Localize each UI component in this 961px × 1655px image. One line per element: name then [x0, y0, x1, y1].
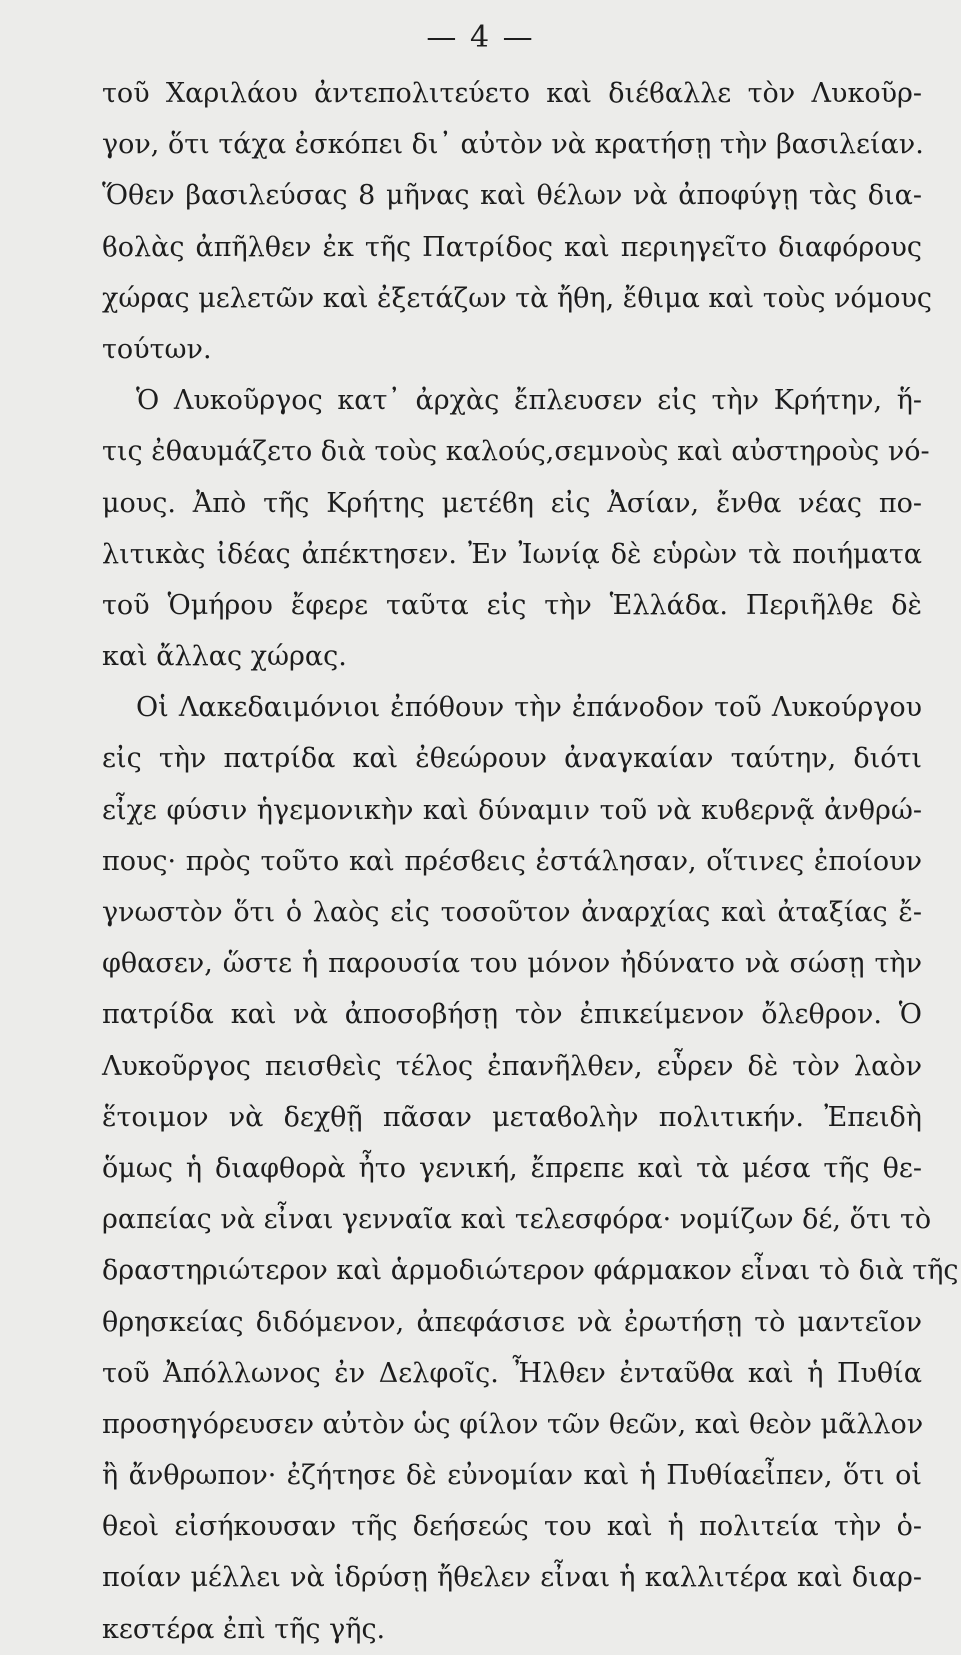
text-line: ἕτοιμον νὰ δεχθῇ πᾶσαν μεταϐολὴν πολιτικήν. Ἐπειδὴ [102, 1101, 922, 1133]
text-line: τοῦ Χαριλάου ἀντεπολιτεύετο καὶ διέϐαλλε τὸν Λυκοῦρ- [102, 78, 922, 109]
text-line: χώρας μελετῶν καὶ ἐξετάζων τὰ ἤθη, ἔθιμα καὶ τοὺς νόμους [102, 282, 933, 314]
text-line: γνωστὸν ὅτι ὁ λαὸς εἰς τοσοῦτον ἀναρχίας καὶ ἀταξίας ἔ- [102, 897, 922, 928]
text-line: εἰς τὴν πατρίδα καὶ ἐθεώρουν ἀναγκαίαν ταύτην, διότι [102, 743, 922, 775]
text-line: τοῦ Ὁμήρου ἔφερε ταῦτα εἰς τὴν Ἑλλάδα. Περιῆλθε δὲ [102, 589, 922, 621]
text-line: θεοὶ εἰσήκουσαν τῆς δεήσεώς του καὶ ἡ πολιτεία τὴν ὁ- [102, 1511, 922, 1543]
page-number: — 4 — [426, 20, 535, 55]
text-line: θρησκείας διδόμενον, ἀπεφάσισε νὰ ἐρωτήσῃ τὸ μαντεῖον [102, 1306, 922, 1338]
text-line: ὅμως ἡ διαφθορὰ ἦτο γενική, ἔπρεπε καὶ τὰ μέσα τῆς θε- [102, 1152, 922, 1184]
paragraph-start-line: Οἱ Λακεδαιμόνιοι ἐπόθουν τὴν ἐπάνοδον τοῦ Λυκούργου [136, 692, 922, 724]
text-line: μους. Ἀπὸ τῆς Κρήτης μετέϐη εἰς Ἀσίαν, ἔνθα νέας πο- [102, 487, 922, 519]
body-text [102, 68, 959, 1655]
text-line: πατρίδα καὶ νὰ ἀποσοβήσῃ τὸν ἐπικείμενον ὄλεθρον. Ὁ [102, 999, 922, 1031]
text-line: ραπείας νὰ εἶναι γενναῖα καὶ τελεσφόρα· νομίζων δέ, ὅτι τὸ [102, 1204, 932, 1236]
text-line: τούτων. [102, 333, 212, 365]
text-line: δραστηριώτερον καὶ ἁρμοδιώτερον φάρμακον εἶναι τὸ διὰ τῆς [102, 1255, 959, 1287]
text-line: τις ἐθαυμάζετο διὰ τοὺς καλούς,σεμνοὺς καὶ αὐστηροὺς νό- [102, 436, 930, 468]
text-line: τοῦ Ἀπόλλωνος ἐν Δελφοῖς. Ἦλθεν ἐνταῦθα καὶ ἡ Πυθία [102, 1357, 922, 1389]
text-line: Ὅθεν βασιλεύσας 8 μῆνας καὶ θέλων νὰ ἀποφύγῃ τὰς δια- [102, 180, 922, 212]
text-line: πους· πρὸς τοῦτο καὶ πρέσϐεις ἐστάλησαν, οἵτινες ἐποίουν [102, 845, 922, 877]
text-line: προσηγόρευσεν αὐτὸν ὡς φίλον τῶν θεῶν, καὶ θεὸν μᾶλλον [102, 1408, 924, 1440]
text-line: λιτικὰς ἰδέας ἀπέκτησεν. Ἐν Ἰωνίᾳ δὲ εὑρὼν τὰ ποιήματα [102, 538, 922, 570]
text-line: γον, ὅτι τάχα ἐσκόπει δι᾽ αὐτὸν νὰ κρατήσῃ τὴν βασιλείαν. [102, 129, 924, 161]
paragraph-start-line: Ὁ Λυκοῦργος κατ᾽ ἀρχὰς ἔπλευσεν εἰς τὴν Κρήτην, ἥ- [136, 385, 922, 417]
text-line: ϐολὰς ἀπῆλθεν ἐκ τῆς Πατρίδος καὶ περιηγεῖτο διαφόρους [102, 231, 922, 263]
text-line: ποίαν μέλλει νὰ ἱδρύσῃ ἤθελεν εἶναι ἡ καλλιτέρα καὶ διαρ- [102, 1562, 922, 1594]
text-line: κεστέρα ἐπὶ τῆς γῆς. [102, 1613, 386, 1645]
text-line: Λυκοῦργος πεισθεὶς τέλος ἐπανῆλθεν, εὗρεν δὲ τὸν λαὸν [102, 1050, 922, 1082]
text-line: καὶ ἄλλας χώρας. [102, 641, 347, 673]
text-line: φθασεν, ὥστε ἡ παρουσία του μόνον ἠδύνατο νὰ σώσῃ τὴν [102, 948, 922, 980]
text-line: ἢ ἄνθρωπον· ἐζήτησε δὲ εὐνομίαν καὶ ἡ Πυθίαεἶπεν, ὅτι οἱ [102, 1460, 922, 1492]
text-line: εἶχε φύσιν ἡγεμονικὴν καὶ δύναμιν τοῦ νὰ κυϐερνᾷ ἀνθρώ- [102, 794, 922, 826]
